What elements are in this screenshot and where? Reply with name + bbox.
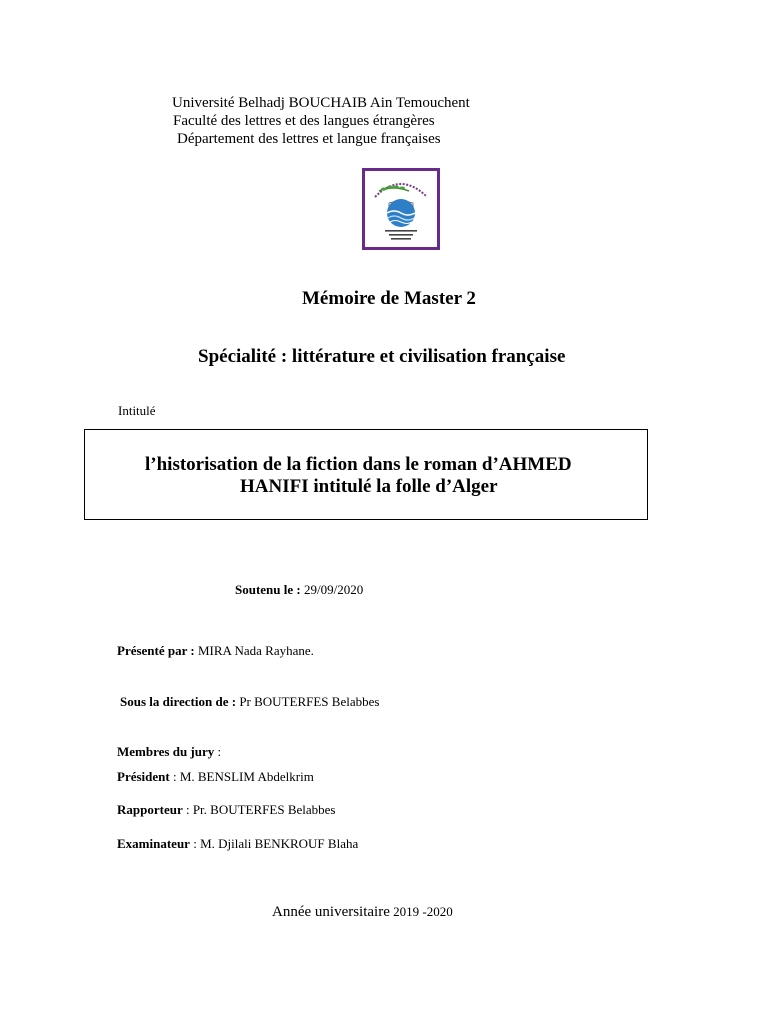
- examinateur-label: Examinateur: [117, 836, 190, 851]
- presente-line: [117, 643, 314, 659]
- university-seal-logo: [369, 175, 433, 243]
- jury-heading-label: Membres du jury: [117, 744, 215, 759]
- annee-universitaire: [272, 904, 453, 921]
- university-name: Université Belhadj BOUCHAIB Ain Temouchent: [172, 95, 470, 111]
- faculty-name: Faculté des lettres et des langues étrangères: [173, 113, 435, 129]
- specialite-title: Spécialité : littérature et civilisation française: [198, 346, 566, 367]
- thesis-title-line2: HANIFI intitulé la folle d’Alger: [240, 476, 498, 497]
- jury-heading: [117, 744, 221, 760]
- memoire-title: Mémoire de Master 2: [302, 288, 476, 309]
- direction-line: [120, 694, 379, 710]
- thesis-title-box: [84, 429, 648, 520]
- jury-president: [117, 769, 314, 785]
- rapporteur-label: Rapporteur: [117, 802, 183, 817]
- examinateur-value: : M. Djilali BENKROUF Blaha: [189, 836, 359, 851]
- soutenu-label: Soutenu le :: [235, 582, 301, 597]
- university-logo: [362, 168, 440, 250]
- thesis-title-line1: l’historisation de la fiction dans le roman d’AHMED: [145, 454, 572, 475]
- annee-label: Année universitaire: [272, 904, 390, 920]
- rapporteur-value: : Pr. BOUTERFES Belabbes: [182, 802, 336, 817]
- jury-rapporteur: [117, 802, 335, 818]
- soutenu-line: [235, 582, 363, 598]
- direction-label: Sous la direction de :: [120, 694, 237, 709]
- president-value: : M. BENSLIM Abdelkrim: [169, 769, 314, 784]
- jury-heading-suffix: :: [214, 744, 222, 759]
- intitule-label: Intitulé: [118, 403, 156, 418]
- presente-label: Présenté par :: [117, 643, 195, 658]
- department-name: Département des lettres et langue françaises: [177, 131, 441, 147]
- presente-value: MIRA Nada Rayhane.: [194, 643, 314, 658]
- direction-value: Pr BOUTERFES Belabbes: [236, 694, 380, 709]
- soutenu-date: 29/09/2020: [300, 582, 364, 597]
- annee-value: 2019 -2020: [389, 904, 453, 919]
- president-label: Président: [117, 769, 170, 784]
- jury-examinateur: [117, 836, 358, 852]
